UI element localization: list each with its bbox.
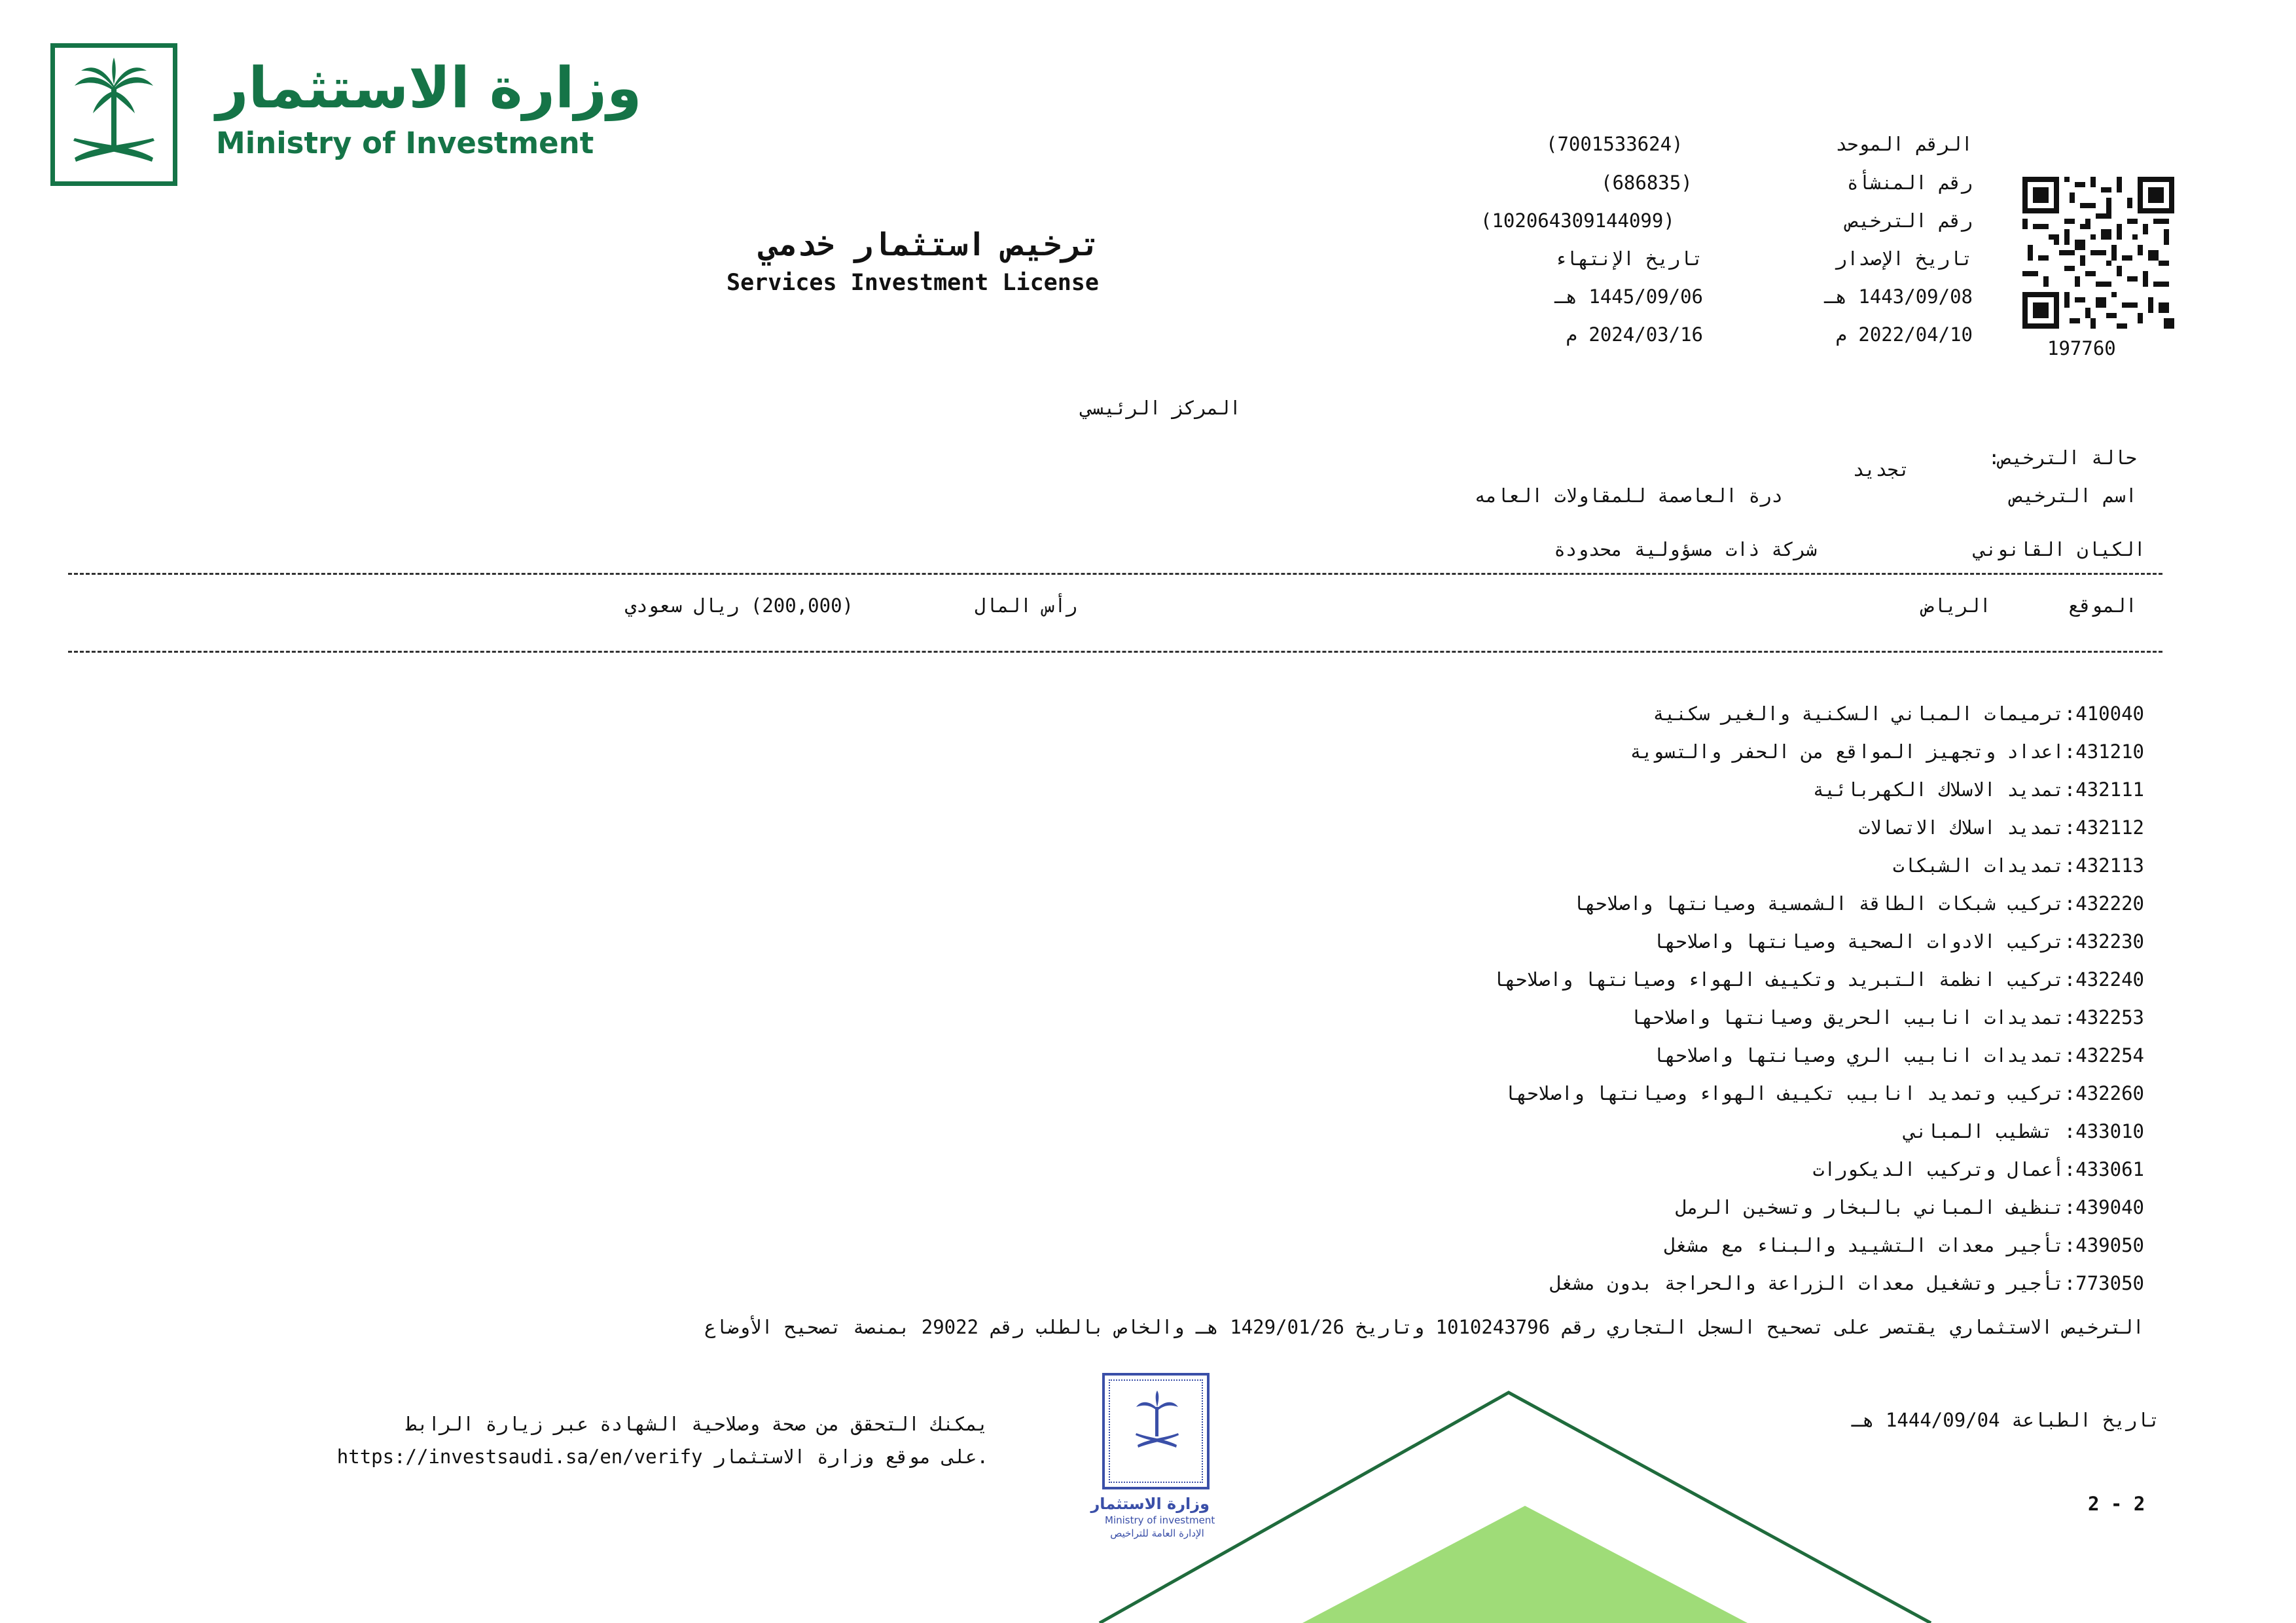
license-note: الترخيص الاستثماري يقتصر على تصحيح السجل التجاري رقم 1010243796 وتاريخ 1429/01/26 هـ والخاص بالطلب رقم 29022 بمنصة تصحيح الأوضاع [704, 1316, 2144, 1338]
verify-text-line1: يمكنك التحقق من صحة وصلاحية الشهادة عبر زيارة الرابط [405, 1413, 988, 1435]
license-title-english: Services Investment License [726, 270, 1099, 296]
activity-item: 433061:أعمال وتركيب الديكورات [1812, 1158, 2144, 1180]
unified-number-label: الرقم الموحد [1835, 133, 1973, 155]
activity-item: 432220:تركيب شبكات الطاقة الشمسية وصيانتها واصلاحها [1573, 892, 2144, 915]
activity-item: 432254:تمديدات انابيب الري وصيانتها واصلاحها [1653, 1044, 2144, 1067]
legal-entity-label: الكيان القانوني [1974, 538, 2145, 560]
activity-item: 431210:اعداد وتجهيز المواقع من الحفر والتسوية [1630, 740, 2144, 763]
expiry-date-gregorian: 2024/03/16 م [1566, 323, 1703, 346]
expiry-date-label: تاريخ الإنتهاء [1554, 247, 1703, 270]
activity-item: 432253:تمديدات انابيب الحريق وصيانتها واصلاحها [1630, 1006, 2144, 1029]
license-title-arabic: ترخيص استثمار خدمي [759, 227, 1100, 263]
activity-item: 432112:تمديد اسلاك الاتصالات [1858, 816, 2144, 839]
activity-item: 439050:تأجير معدات التشييد والبناء مع مشغل [1664, 1234, 2144, 1256]
qr-code [2022, 177, 2174, 329]
activity-item: 433010: تشطيب المباني [1904, 1120, 2144, 1142]
page-number: 2 - 2 [2088, 1493, 2145, 1515]
activity-item: 773050:تأجير وتشغيل معدات الزراعة والحراجة بدون مشغل [1550, 1272, 2144, 1294]
verify-text-line2: https://investsaudi.sa/en/verify على موقع وزارة الاستثمار. [336, 1446, 988, 1468]
decorative-triangle-graphic [1086, 1381, 1944, 1623]
license-name-value: درة العاصمة للمقاولات العامه [1474, 484, 1783, 507]
issue-date-hijri: 1443/09/08 هـ [1824, 285, 1973, 308]
legal-entity-value: شركة ذات مسؤولية محدودة [1554, 538, 1817, 560]
activity-item: 410040:ترميمات المباني السكنية والغير سكنية [1653, 702, 2144, 725]
activity-item: 432230:تركيب الادوات الصحية وصيانتها واصلاحها [1653, 930, 2144, 953]
issue-date-gregorian: 2022/04/10 م [1835, 323, 1973, 346]
stamp-name-arabic: وزارة الاستثمار [1090, 1495, 1210, 1513]
location-value: الرياض [1922, 594, 1991, 617]
branch-type: المركز الرئيسي [1081, 397, 1241, 419]
activity-item: 432240:تركيب انظمة التبريد وتكييف الهواء وصيانتها واصلاحها [1492, 968, 2144, 991]
separator-bottom [68, 651, 2162, 653]
capital-label: رأس المال [974, 594, 1077, 617]
expiry-date-hijri: 1445/09/06 هـ [1554, 285, 1703, 308]
print-date: تاريخ الطباعة 1444/09/04 هـ [1851, 1409, 2160, 1431]
establishment-number-label: رقم المنشأة [1846, 172, 1973, 194]
separator-top [68, 573, 2162, 575]
establishment-number-value: (686835) [1601, 172, 1693, 194]
activity-item: 432113:تمديدات الشبكات [1892, 854, 2144, 877]
license-status-label: حالة الترخيص: [1988, 447, 2137, 469]
stamp-department: الإدارة العامة للتراخيص [1110, 1527, 1204, 1539]
license-number-label: رقم الترخيص [1846, 210, 1973, 232]
activity-item: 439040:تنظيف المباني بالبخار وتسخين الرمل [1676, 1196, 2144, 1218]
license-status-value: تجديد [1852, 458, 1910, 481]
palm-swords-icon [55, 48, 173, 181]
issue-date-label: تاريخ الإصدار [1835, 247, 1973, 270]
license-number-value: (102064309144099) [1480, 210, 1675, 232]
capital-value: (200,000) ريال سعودي [624, 594, 853, 617]
qr-number: 197760 [2047, 337, 2116, 359]
license-name-label: اسم الترخيص [2011, 484, 2137, 507]
ministry-name-english: Ministry of Investment [216, 126, 594, 160]
ministry-name-arabic: وزارة الاستثمار [216, 56, 642, 121]
location-label: الموقع [2068, 594, 2137, 617]
unified-number-value: (7001533624) [1546, 133, 1683, 155]
activity-item: 432111:تمديد الاسلاك الكهربائية [1812, 778, 2144, 801]
stamp-name-english: Ministry of investment [1105, 1514, 1215, 1526]
activities-list [1493, 701, 2144, 1308]
ministry-logo-emblem [50, 43, 177, 186]
activity-item: 432260:تركيب وتمديد انابيب تكييف الهواء وصيانتها واصلاحها [1504, 1082, 2144, 1104]
